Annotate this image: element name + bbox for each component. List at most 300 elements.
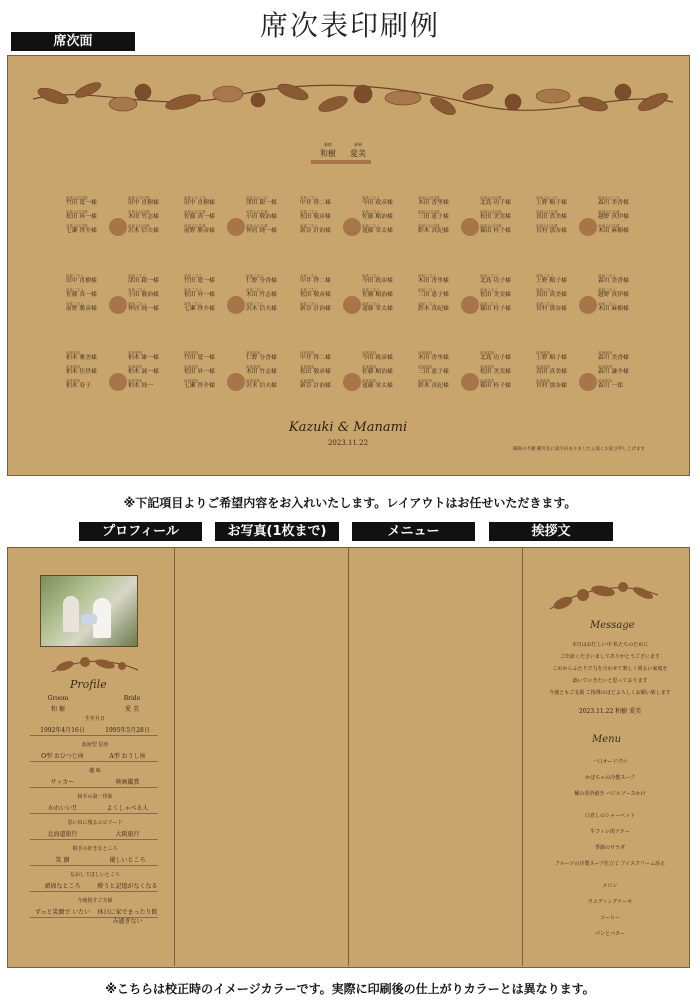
bride-label: Bride [123,695,141,702]
guest-name: 柏木 純一 [128,383,154,389]
guest-title: 新郎ご友人 [66,288,84,292]
guest-name: 宮村 那奈様 [536,383,567,389]
middle-note: ※下記項目よりご希望内容をお入れいたします。レイアウトはお任せいただきます。 [123,496,577,510]
guest-name: 木田 香里様 [418,200,449,206]
guest-entry [418,288,470,299]
guest-entry [480,274,532,285]
guest-entry [246,288,298,299]
guest-title: 新郎親族 [128,365,143,369]
guest-entry [128,288,180,299]
profile-item-groom: O型 おひつじ座 [41,753,84,760]
guest-title: 新郎親族 [362,379,377,383]
guest-entry [536,196,588,207]
guest-entry [418,379,470,390]
guest-entry [66,288,118,299]
guest-title: 新婦ご友人 [418,288,436,292]
profile-item-groom: 頑固なところ [44,883,81,890]
guest-name: 柏木 春子 [66,383,92,389]
profile-divider [30,891,158,892]
profile-divider [30,761,158,762]
guest-title: 新婦ご友人 [480,302,498,306]
guest-title: 新郎親族 [300,379,315,383]
guest-title: 新婦会社先輩 [536,210,558,214]
guest-title: 新婦会社上司 [536,196,558,200]
guest-title: 新婦ご友人 [536,274,554,278]
guest-entry [66,302,118,313]
guest-title: 新郎ご友人 [362,288,380,292]
guest-name: 中井 啓二様 [300,278,331,284]
guest-title: 新郎ご友人 [300,274,318,278]
guest-name: 鈴木 真紀様 [418,383,449,389]
guest-entry [418,196,470,207]
guest-entry [536,379,588,390]
menu-item: 牛フィレ肉ソテー [590,829,630,835]
guest-title: 新婦会社上司 [598,196,620,200]
bride-name: 愛美 [350,149,366,158]
profile-item-bride: 休日に家でまったり飲み過ぎない [97,909,158,925]
seating-date: 2023.11.22 [327,439,369,447]
guest-entry [362,210,414,221]
guest-entry [418,302,470,313]
guest-name: 森川 美香様 [598,278,629,284]
guest-entry [480,288,532,299]
greeting-heading: Message [590,620,635,631]
profile-item-bride: 1995年5月28日 [105,727,150,734]
guest-entry [300,224,352,235]
signature: Kazuki & Manami [288,420,408,435]
profile-item-label: 趣 味 [89,768,101,774]
guest-entry [128,379,180,390]
guest-name: 小田 敬治様 [128,292,159,298]
guest-title: 新郎ご友人 [184,302,202,306]
profile-bride-name: 愛 美 [125,706,139,713]
guest-entry [362,224,414,235]
guest-title: 新婦会社先輩 [598,210,620,214]
profile-item-label: なおしてほしいところ [69,872,120,878]
guest-name: 津田 銀一様 [128,278,159,284]
guest-entry [184,288,236,299]
guest-title: 新郎親族 [66,351,81,355]
guest-name: 佐藤 順治様 [362,292,393,298]
guest-name: 竹田 寛一様 [184,355,215,361]
groom-title: 新郎 [324,142,332,147]
guest-entry [66,379,118,390]
guest-name: 上野 順子様 [536,278,567,284]
guest-name: 木田 麻樹様 [598,228,629,234]
table-group [418,196,526,258]
guest-title: 新郎会社同僚 [128,196,150,200]
guest-entry [246,210,298,221]
guest-title: 新郎会社同僚 [66,224,88,228]
guest-title: 新婦親族 [536,351,551,355]
guest-entry [246,274,298,285]
guest-name: 中井 啓二様 [300,200,331,206]
menu-item: 季節のサラダ [595,845,625,851]
guest-title: 新婦親族 [480,351,495,355]
guest-name: 上野 順子様 [536,355,567,361]
profile-item-groom: 北海道旅行 [47,831,78,838]
profile-item-label: 相手の第一印象 [77,794,113,800]
guest-entry [66,351,118,362]
guest-name: 柏木 誠一様 [128,369,159,375]
guest-title: 新婦親族 [418,365,433,369]
profile-item-bride: 映画鑑賞 [115,779,140,786]
guest-entry [480,302,532,313]
guest-name: 木田 香里様 [418,278,449,284]
guest-title: 新郎親族 [66,379,81,383]
guest-entry [598,351,650,362]
guest-name: 篠田 桂子様 [480,306,511,312]
guest-title: 新婦親族 [536,379,551,383]
menu-item: ウエディングケーキ [587,899,633,905]
menu-item: フルーツの冷製スープ仕立て アイスクリーム添え [554,861,666,867]
guest-name: 松田 敬彦様 [300,292,331,298]
guest-entry [246,351,298,362]
guest-entry [598,379,650,390]
guest-name: 上野 順子様 [536,200,567,206]
section-tag-menu: メニュー [352,522,475,541]
guest-title: 新郎ご友人 [128,288,146,292]
guest-entry [598,224,650,235]
guest-title: 新郎ご友人 [246,288,264,292]
guest-entry [300,351,352,362]
profile-item-label: 今後指すご夫婦 [77,898,113,904]
guest-entry [184,351,236,362]
guest-name: 越野 真伊様 [598,214,629,220]
guest-title: 新郎ご友人 [300,210,318,214]
guest-name: 前野 勝彦様 [66,306,97,312]
guest-entry [300,196,352,207]
guest-name: 木田 竹志様 [128,214,159,220]
guest-entry [362,379,414,390]
seating-panel [7,55,690,476]
guest-name: 篠田 桂子様 [480,228,511,234]
guest-title: 新郎親族 [362,351,377,355]
profile-item-label: 血液型 星座 [81,742,109,748]
guest-name: 篠田 桂子様 [480,383,511,389]
guest-name: 森川 謙介様 [598,369,629,375]
guest-name: 田中 直樹様 [66,278,97,284]
guest-name: 中井 啓二様 [300,355,331,361]
guest-title: 新郎ご友人 [128,302,146,306]
guest-entry [418,274,470,285]
couple-table-bar [311,160,371,164]
guest-entry [184,196,236,207]
guest-entry [598,288,650,299]
fold-line-2 [348,548,349,966]
guest-entry [66,196,118,207]
guest-entry [418,365,470,376]
guest-title: 新郎親族 [184,379,199,383]
guest-name: 鈴木 真紀様 [418,228,449,234]
table-group [300,274,408,336]
guest-name: 木田 香里様 [418,355,449,361]
guest-entry [598,274,650,285]
greeting-line: 本日はお忙しい中 私たちのために [571,642,649,648]
greeting-date-names: 2023.11.22 和樹 愛美 [578,708,642,715]
guest-entry [66,210,118,221]
guest-title: 新郎会社先輩 [246,210,268,214]
guest-title: 新郎ご友人 [362,196,380,200]
table-group [300,196,408,258]
profile-item-label: 生年月日 [84,716,105,722]
guest-name: 柏木 雄一様 [128,355,159,361]
table-group [300,351,408,413]
guest-name: 仲居 純一様 [246,228,277,234]
guest-entry [536,274,588,285]
guest-title: 新婦会社同僚 [480,210,502,214]
guest-entry [128,274,180,285]
profile-item-groom: 笑 顔 [55,857,70,864]
section-tag-seating: 席次面 [11,32,135,51]
guest-title: 新郎ご友人 [184,274,202,278]
guest-name: 新谷 計治様 [300,228,331,234]
table-group [536,196,644,258]
profile-item-groom: 1992年4月16日 [40,727,85,734]
guest-name: 北島 功子様 [480,200,511,206]
guest-title: 新郎親族 [128,351,143,355]
guest-title: 新婦親族 [598,379,613,383]
guest-entry [66,365,118,376]
menu-heading: Menu [592,734,622,745]
guest-entry [128,365,180,376]
footer-note: 御席の不順 御芳名に誤字がありましたら深くお詫び申し上げます [513,447,645,452]
guest-name: 沢木 信夫様 [128,228,159,234]
groom-label: Groom [47,695,69,702]
guest-entry [300,274,352,285]
guest-entry [66,224,118,235]
guest-entry [362,365,414,376]
guest-entry [300,288,352,299]
guest-entry [536,224,588,235]
profile-item-bride: 大阪旅行 [115,831,140,838]
guest-name: 宮村 那奈様 [536,306,567,312]
greeting-line: ご出席くださいましてありがとうございます [559,654,660,660]
guest-title: 新婦親族 [598,365,613,369]
guest-title: 新婦会社同僚 [418,196,440,200]
guest-entry [418,210,470,221]
guest-entry [362,274,414,285]
guest-entry [300,379,352,390]
menu-item: 口直しのシャーベット [585,813,635,819]
guest-title: 新郎親族 [362,365,377,369]
guest-name: 木田 竹志様 [246,369,277,375]
guest-entry [362,351,414,362]
guest-title: 新婦ご友人 [598,302,616,306]
guest-title: 新郎ご友人 [246,274,264,278]
couple-photo [40,575,138,647]
guest-name: 北島 功子様 [480,278,511,284]
guest-name: 仲居 純一様 [128,306,159,312]
guest-entry [246,365,298,376]
guest-title: 新郎ご友人 [300,288,318,292]
guest-entry [246,196,298,207]
guest-entry [128,224,180,235]
guest-name: 今田 政彦様 [362,355,393,361]
guest-entry [480,210,532,221]
page-title: 席次表印刷例 [259,9,440,42]
guest-name: 竹田 寛一様 [184,278,215,284]
guest-entry [300,365,352,376]
guest-name: 真田 真美様 [536,292,567,298]
guest-name: 今田 政彦様 [362,278,393,284]
guest-name: 宮村 那奈様 [536,228,567,234]
menu-item: 鰯の香草焼き バジルソースかけ [574,791,646,797]
guest-name: 松田 昇一様 [66,214,97,220]
guest-name: 真田 真美様 [536,214,567,220]
profile-divider [30,917,158,918]
guest-title: 新婦会社同僚 [480,224,502,228]
guest-name: 三田 恵子様 [418,214,449,220]
guest-name: 津田 銀一様 [246,200,277,206]
guest-title: 新郎会社先輩 [246,224,268,228]
guest-title: 新郎ご友人 [246,302,264,306]
profile-item-bride: 優しいところ [109,857,146,864]
guest-title: 新郎親族 [246,365,261,369]
guest-entry [362,302,414,313]
guest-entry [480,365,532,376]
table-group [536,351,644,413]
guest-title: 新郎ご友人 [300,302,318,306]
guest-entry [128,302,180,313]
guest-name: 松田 敬彦様 [300,214,331,220]
menu-item: メロン [602,883,618,889]
guest-title: 新婦親族 [480,365,495,369]
guest-entry [598,196,650,207]
guest-title: 新婦会社同僚 [480,196,502,200]
guest-title: 新郎親族 [300,365,315,369]
guest-title: 新郎会社先輩 [184,210,206,214]
guest-title: 新郎親族 [184,365,199,369]
guest-title: 新婦親族 [598,351,613,355]
table-group [66,196,174,258]
section-tag-photo: お写真(1枚まで) [215,522,339,541]
guest-entry [300,210,352,221]
greeting-line: 築いていきたいと思っております [572,678,648,684]
guest-name: 柏木 佳世様 [66,369,97,375]
guest-entry [598,365,650,376]
guest-entry [362,196,414,207]
guest-title: 新郎ご友人 [66,302,84,306]
guest-title: 新郎親族 [184,351,199,355]
guest-title: 新婦ご友人 [598,274,616,278]
guest-entry [246,302,298,313]
menu-item: コーヒー [600,915,620,921]
guest-title: 新郎親族 [128,379,143,383]
guest-entry [184,274,236,285]
greeting-line: これからふたりで力を合わせて楽しく明るい家庭を [552,666,668,672]
fold-line-3 [522,548,523,966]
guest-entry [246,224,298,235]
guest-title: 新郎ご友人 [300,224,318,228]
fold-line-1 [174,548,175,966]
section-tag-greeting: 挨拶文 [489,522,613,541]
menu-item: かぼちゃの冷製スープ [585,775,635,781]
guest-name: 森川 美香様 [598,200,629,206]
guest-name: 佐藤 真一様 [184,214,215,220]
profile-divider [30,839,158,840]
guest-entry [128,196,180,207]
guest-name: 沢木 信夫様 [246,306,277,312]
guest-name: 佐藤 順治様 [362,369,393,375]
guest-title: 新婦親族 [480,379,495,383]
guest-title: 新婦会社同僚 [418,224,440,228]
guest-name: 三田 恵子様 [418,369,449,375]
guest-name: 鈴木 真紀様 [418,306,449,312]
greeting-leaf-icon [548,575,660,621]
guest-title: 新婦ご友人 [480,288,498,292]
profile-groom-name: 和 樹 [51,706,65,713]
guest-name: 竹田 寛一様 [66,200,97,206]
guest-name: 田中 直樹様 [128,200,159,206]
guest-name: 七瀬 啓介様 [184,383,215,389]
profile-item-bride: よくしゃべる人 [106,805,149,812]
guest-name: 森川 一郎 [598,383,624,389]
guest-title: 新婦親族 [418,351,433,355]
guest-title: 新郎ご友人 [66,274,84,278]
guest-entry [66,274,118,285]
guest-name: 今田 政彦様 [362,200,393,206]
profile-item-label: 思い出に残るエピソード [67,820,123,826]
profile-divider [30,735,158,736]
guest-entry [536,210,588,221]
guest-entry [480,379,532,390]
leaf-garland-icon [33,74,673,129]
profile-divider [30,813,158,814]
table-group [66,351,174,413]
guest-entry [184,365,236,376]
table-group [184,351,292,413]
guest-title: 新郎親族 [300,351,315,355]
guest-entry [184,224,236,235]
guest-entry [128,351,180,362]
guest-title: 新郎ご友人 [362,224,380,228]
guest-entry [184,379,236,390]
guest-name: 仁野 分香様 [246,278,277,284]
guest-name: 七瀬 啓介様 [184,306,215,312]
guest-title: 新郎ご友人 [128,274,146,278]
guest-entry [536,288,588,299]
guest-entry [536,351,588,362]
guest-title: 新郎親族 [66,365,81,369]
profile-item-groom: サッカー [50,779,75,786]
guest-title: 新婦ご友人 [536,288,554,292]
guest-title: 新婦ご友人 [480,274,498,278]
guest-name: 木田 竹志様 [246,292,277,298]
guest-name: 松田 昇一様 [184,292,215,298]
guest-title: 新婦ご友人 [536,302,554,306]
guest-name: 小田 敬治様 [246,214,277,220]
guest-name: 森川 美香様 [598,355,629,361]
guest-title: 新郎会社同僚 [66,210,88,214]
guest-name: 北島 功子様 [480,355,511,361]
guest-name: 柏木 雅美様 [66,355,97,361]
guest-entry [480,351,532,362]
guest-title: 新婦ご友人 [418,274,436,278]
profile-divider [30,865,158,866]
menu-item: パンとバター [594,931,625,937]
guest-title: 新婦会社先輩 [598,224,620,228]
guest-title: 新婦会社同僚 [418,210,440,214]
guest-name: 松田 美実様 [480,214,511,220]
guest-entry [184,210,236,221]
guest-name: 前野 勝彦様 [184,228,215,234]
guest-name: 七瀬 啓介様 [66,228,97,234]
guest-title: 新郎親族 [246,379,261,383]
guest-title: 新郎会社同僚 [128,210,150,214]
table-group [536,274,644,336]
guest-title: 新郎ご友人 [362,210,380,214]
